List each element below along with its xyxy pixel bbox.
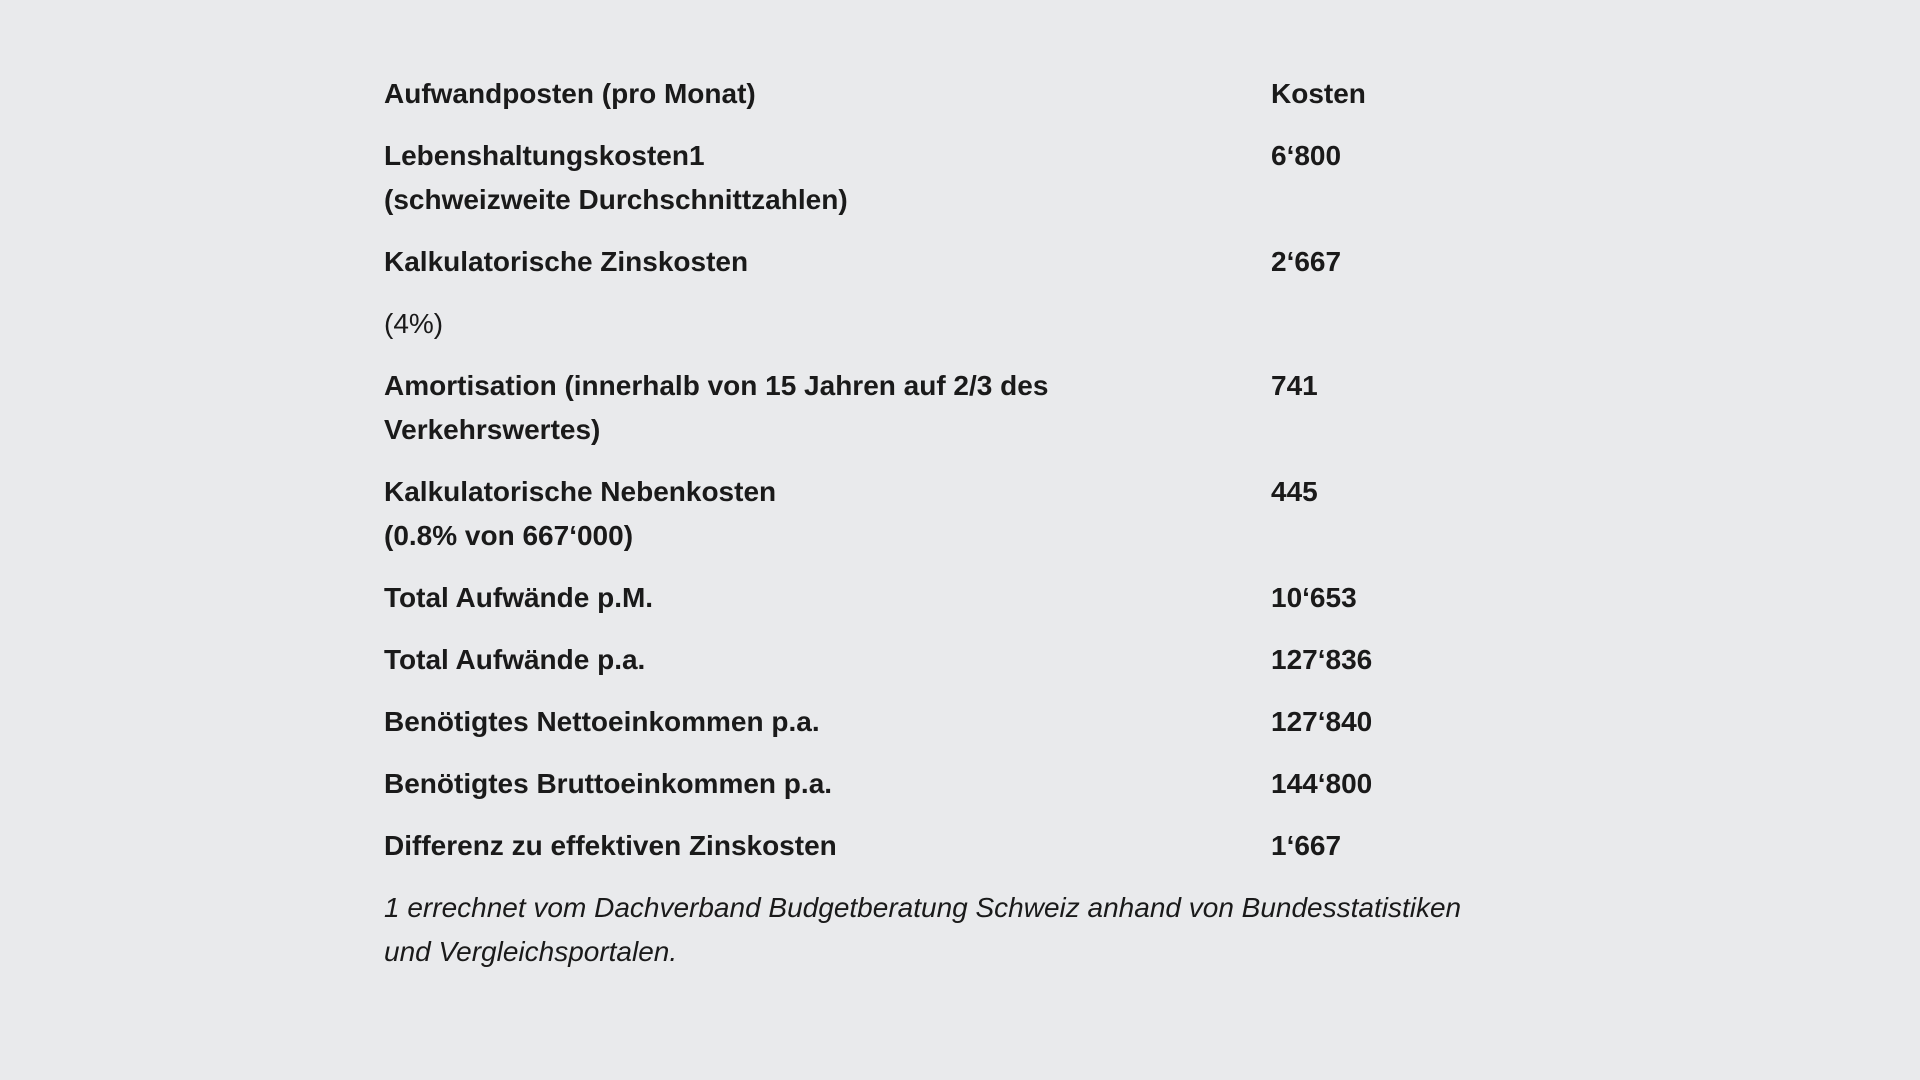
table-row bbox=[384, 576, 1564, 620]
table-row bbox=[384, 700, 1564, 744]
header-cost-label: Kosten bbox=[1271, 78, 1366, 109]
row-value: 445 bbox=[1271, 476, 1318, 507]
row-label: Differenz zu effektiven Zinskosten bbox=[384, 830, 837, 861]
row-value: 1‘667 bbox=[1271, 830, 1342, 861]
row-label: Lebenshaltungskosten1 (schweizweite Durchschnittzahlen) bbox=[384, 140, 848, 215]
footnote: 1 errechnet vom Dachverband Budgetberatung Schweiz anhand von Bundesstatistiken und Vergleichsportalen. bbox=[384, 892, 1462, 967]
table-row bbox=[384, 638, 1564, 682]
row-value: 144‘800 bbox=[1271, 768, 1373, 799]
row-label: Benötigtes Bruttoeinkommen p.a. bbox=[384, 768, 833, 799]
table-row bbox=[384, 470, 1564, 558]
row-label: Kalkulatorische Zinskosten bbox=[384, 246, 749, 277]
row-value: 127‘840 bbox=[1271, 706, 1373, 737]
row-label: Total Aufwände p.M. bbox=[384, 582, 654, 613]
table-row bbox=[384, 824, 1564, 868]
row-value: 6‘800 bbox=[1271, 140, 1342, 171]
table-header-row bbox=[384, 72, 1564, 116]
row-value: 10‘653 bbox=[1271, 582, 1357, 613]
table-row bbox=[384, 240, 1564, 284]
cost-table bbox=[384, 72, 1564, 974]
table-row bbox=[384, 302, 1564, 346]
row-label: Amortisation (innerhalb von 15 Jahren auf 2/3 des Verkehrswertes) bbox=[384, 370, 1049, 445]
row-value: 127‘836 bbox=[1271, 644, 1373, 675]
row-label: Benötigtes Nettoeinkommen p.a. bbox=[384, 706, 820, 737]
table-row bbox=[384, 134, 1564, 222]
row-label: (4%) bbox=[384, 308, 444, 339]
table-row bbox=[384, 762, 1564, 806]
row-value: 741 bbox=[1271, 370, 1318, 401]
row-value: 2‘667 bbox=[1271, 246, 1342, 277]
row-label: Total Aufwände p.a. bbox=[384, 644, 646, 675]
header-item-label: Aufwandposten (pro Monat) bbox=[384, 78, 756, 109]
table-row bbox=[384, 364, 1564, 452]
row-label: Kalkulatorische Nebenkosten (0.8% von 667‘000) bbox=[384, 476, 777, 551]
